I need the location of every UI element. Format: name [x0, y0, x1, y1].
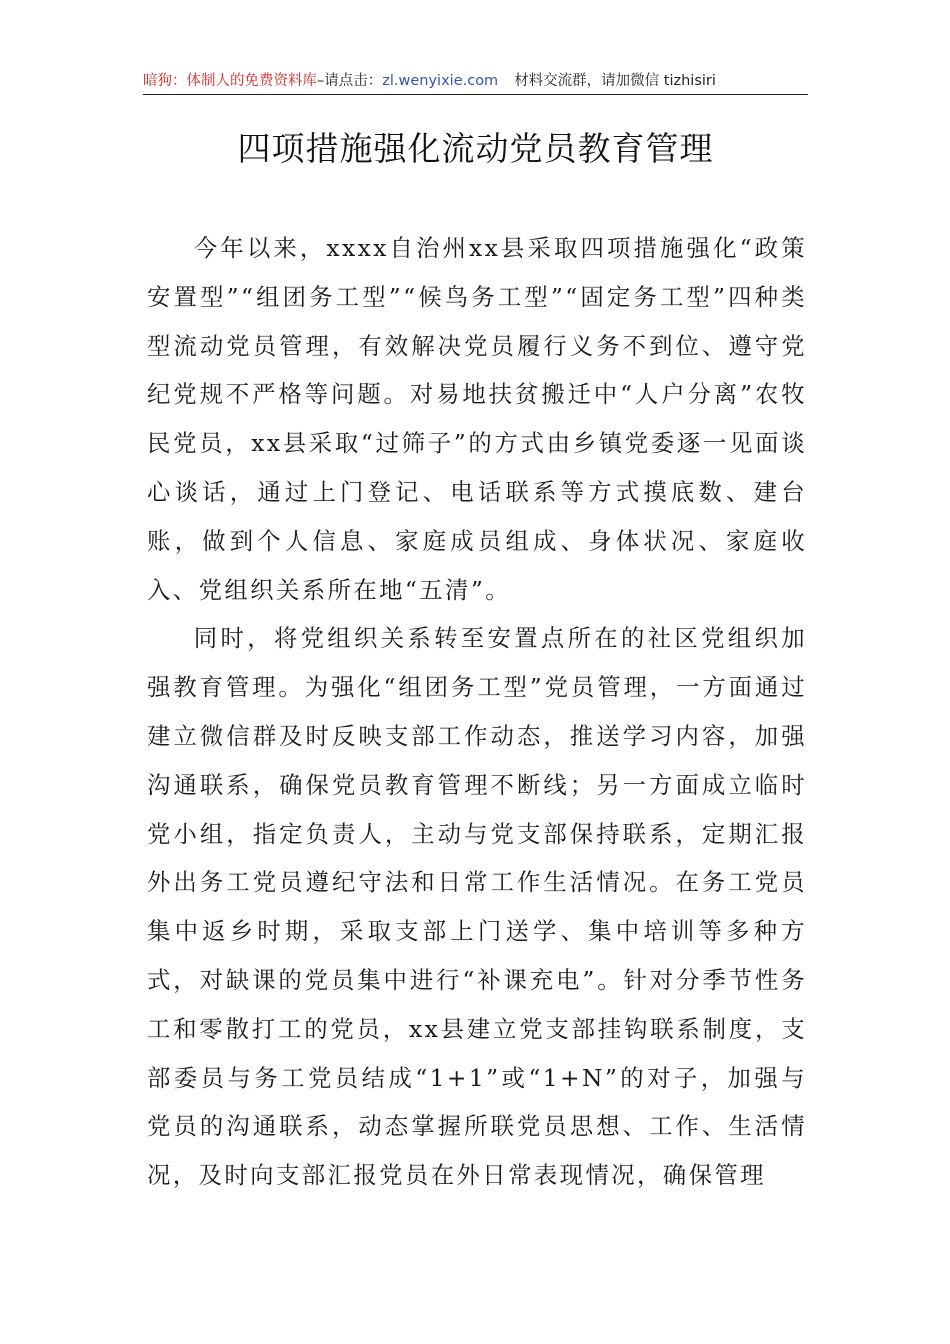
- header-wechat-note: 材料交流群，请加微信 tizhisiri: [514, 73, 716, 89]
- header-url-link[interactable]: zl.wenyixie.com: [382, 73, 499, 89]
- document-title: 四项措施强化流动党员教育管理: [237, 129, 714, 168]
- header-click-prefix: –请点击：: [317, 73, 383, 89]
- header-brand: 暗狗：体制人的免费资料库: [143, 73, 317, 89]
- page-header: [143, 68, 808, 95]
- paragraph-2: 同时，将党组织关系转至安置点所在的社区党组织加强教育管理。为强化“组团务工型”党员管理，一方面通过建立微信群及时反映支部工作动态，推送学习内容，加强沟通联系，确保党员教育管理不断线；另一方面成立临时党小组，指定负责人，主动与党支部保持联系，定期汇报外出务工党员遵纪守法和日常工作生活情况。在务工党员集中返乡时期，采取支部上门送学、集中培训等多种方式，对缺课的党员集中进行“补课充电”。针对分季节性务工和零散打工的党员，xx县建立党支部挂钩联系制度，支部委员与务工党员结成“1+1”或“1+N”的对子，加强与党员的沟通联系，动态掌握所联党员思想、工作、生活情况，及时向支部汇报党员在外日常表现情况，确保管理: [147, 624, 807, 1190]
- paragraph-1: 今年以来，xxxx自治州xx县采取四项措施强化“政策安置型”“组团务工型”“候鸟务工型”“固定务工型”四种类型流动党员管理，有效解决党员履行义务不到位、遵守党纪党规不严格等问题。对易地扶贫搬迁中“人户分离”农牧民党员，xx县采取“过筛子”的方式由乡镇党委逐一见面谈心谈话，通过上门登记、电话联系等方式摸底数、建台账，做到个人信息、家庭成员组成、身体状况、家庭收入、党组织关系所在地“五清”。: [147, 234, 807, 604]
- document-body: [147, 224, 807, 1200]
